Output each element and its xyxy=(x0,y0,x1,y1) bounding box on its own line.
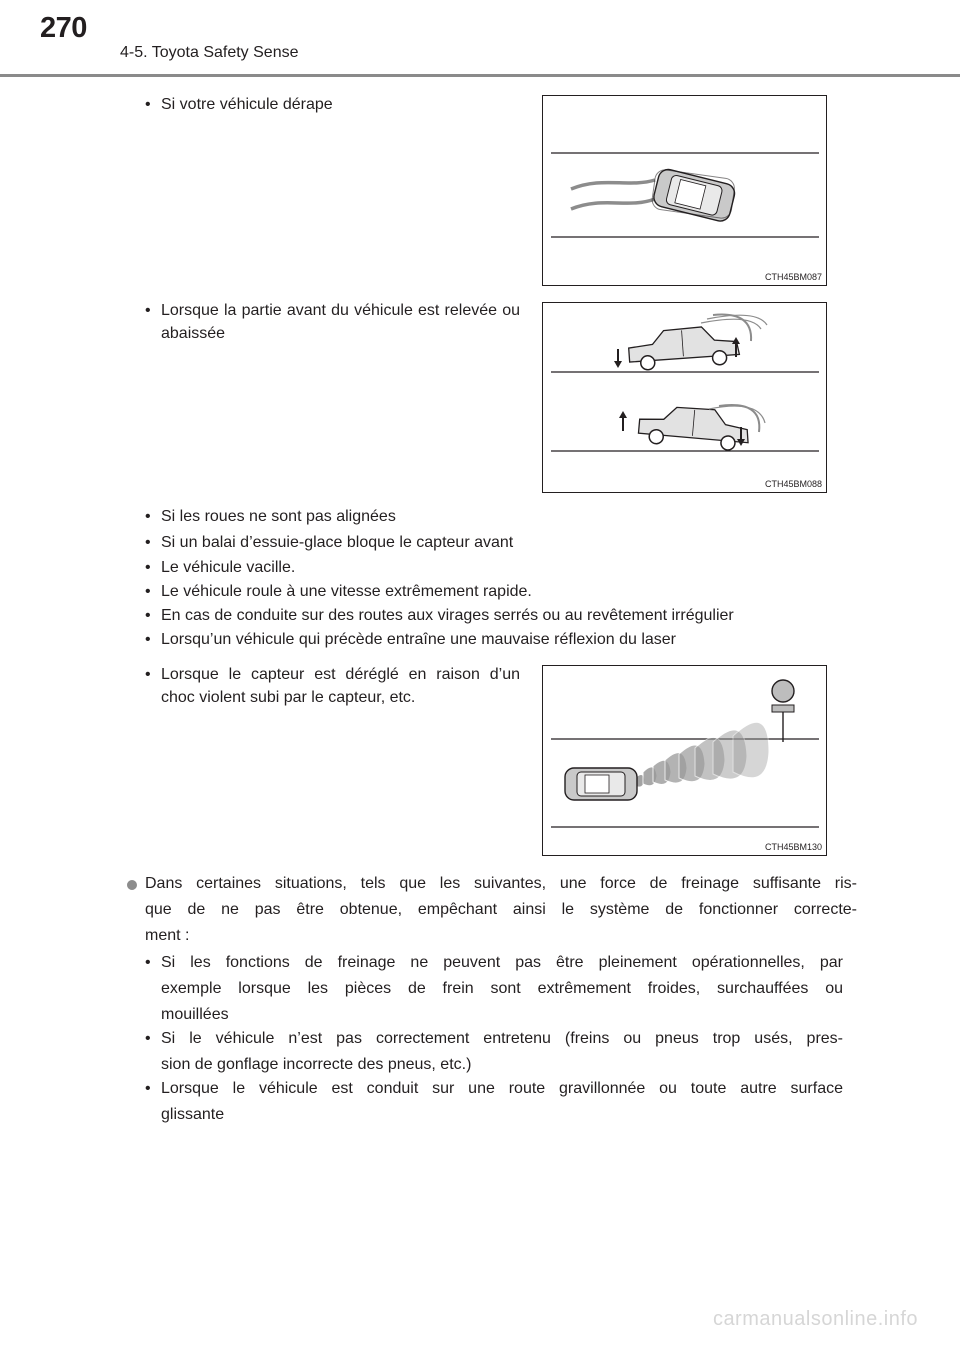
list-item xyxy=(145,556,865,579)
bullet-dot: • xyxy=(145,583,151,600)
bullet-sensor-misaligned xyxy=(145,663,520,709)
list-item xyxy=(145,1027,843,1076)
paragraph xyxy=(145,872,857,947)
bullet-line: Si le véhicule n’est pas correctement entretenu (freins ou pneus trop usés, pres- xyxy=(161,1030,843,1047)
bullet-dot: • xyxy=(145,508,151,525)
figure-code: CTH45BM088 xyxy=(764,479,822,489)
paragraph-line: Dans certaines situations, tels que les suivantes, une force de freinage suffisante ris- xyxy=(145,875,857,892)
bullet-line: Si les fonctions de freinage ne peuvent pas être pleinement opérationnelles, par xyxy=(161,954,843,971)
bullet-text: Lorsqu’un véhicule qui précède entraîne une mauvaise réflexion du laser xyxy=(161,631,676,648)
list-item xyxy=(145,531,865,554)
skid-illustration xyxy=(543,96,826,285)
bullet-text: Lorsque le capteur est déréglé en raison d’un choc violent subi par le capteur, etc. xyxy=(161,666,520,706)
bullet-dot: • xyxy=(145,666,151,683)
figure-code: CTH45BM130 xyxy=(764,842,822,852)
header-rule xyxy=(0,74,960,77)
bullet-line: glissante xyxy=(161,1106,225,1123)
figure-skid xyxy=(542,95,827,286)
laser-illustration xyxy=(543,666,826,855)
bullet-dot: • xyxy=(145,1080,151,1097)
bullet-text: Si un balai d’essuie-glace bloque le capteur avant xyxy=(161,534,514,551)
bullet-skid xyxy=(145,93,520,116)
bullet-text: Lorsque la partie avant du véhicule est relevée ou abaissée xyxy=(161,302,520,342)
bullet-text: Le véhicule roule à une vitesse extrêmement rapide. xyxy=(161,583,532,600)
figure-code: CTH45BM087 xyxy=(764,272,822,282)
list-item xyxy=(145,604,865,627)
bullet-dot: • xyxy=(145,302,151,319)
list-item xyxy=(145,580,865,603)
bullet-line: Lorsque le véhicule est conduit sur une route gravillonnée ou toute autre surface xyxy=(161,1080,843,1097)
pitch-illustration xyxy=(543,303,826,492)
list-item xyxy=(145,1077,843,1126)
bullet-text-block xyxy=(145,951,843,1026)
section-bullet-icon xyxy=(127,880,137,890)
bullet-dot: • xyxy=(145,954,151,971)
section-title: 4-5. Toyota Safety Sense xyxy=(120,44,299,61)
bullet-text: Le véhicule vacille. xyxy=(161,559,296,576)
bullet-raised xyxy=(145,299,520,345)
paragraph-line: que de ne pas être obtenue, empêchant ainsi le système de fonctionner correcte- xyxy=(145,901,857,918)
bullet-dot: • xyxy=(145,607,151,624)
bullet-text-block xyxy=(145,1027,843,1076)
bullet-text: Si votre véhicule dérape xyxy=(161,96,333,113)
bullet-text: En cas de conduite sur des routes aux virages serrés ou au revêtement irrégulier xyxy=(161,607,734,624)
watermark-footer: carmanualsonline.info xyxy=(712,1308,918,1330)
bullet-line: exemple lorsque les pièces de frein sont extrêmement froides, surchauffées ou xyxy=(161,980,843,997)
bullet-dot: • xyxy=(145,534,151,551)
page-number: 270 xyxy=(40,12,87,44)
bullet-dot: • xyxy=(145,631,151,648)
bullet-text: Si les roues ne sont pas alignées xyxy=(161,508,396,525)
figure-laser xyxy=(542,665,827,856)
figure-pitch xyxy=(542,302,827,493)
list-item xyxy=(145,951,843,1026)
list-item xyxy=(145,505,865,528)
bullet-line: mouillées xyxy=(161,1006,229,1023)
bullet-line: sion de gonflage incorrecte des pneus, etc.) xyxy=(161,1056,472,1073)
list-item xyxy=(145,628,865,651)
paragraph-line: ment : xyxy=(145,927,190,944)
bullet-dot: • xyxy=(145,96,151,113)
bullet-text-block xyxy=(145,1077,843,1126)
bullet-dot: • xyxy=(145,1030,151,1047)
bullet-dot: • xyxy=(145,559,151,576)
